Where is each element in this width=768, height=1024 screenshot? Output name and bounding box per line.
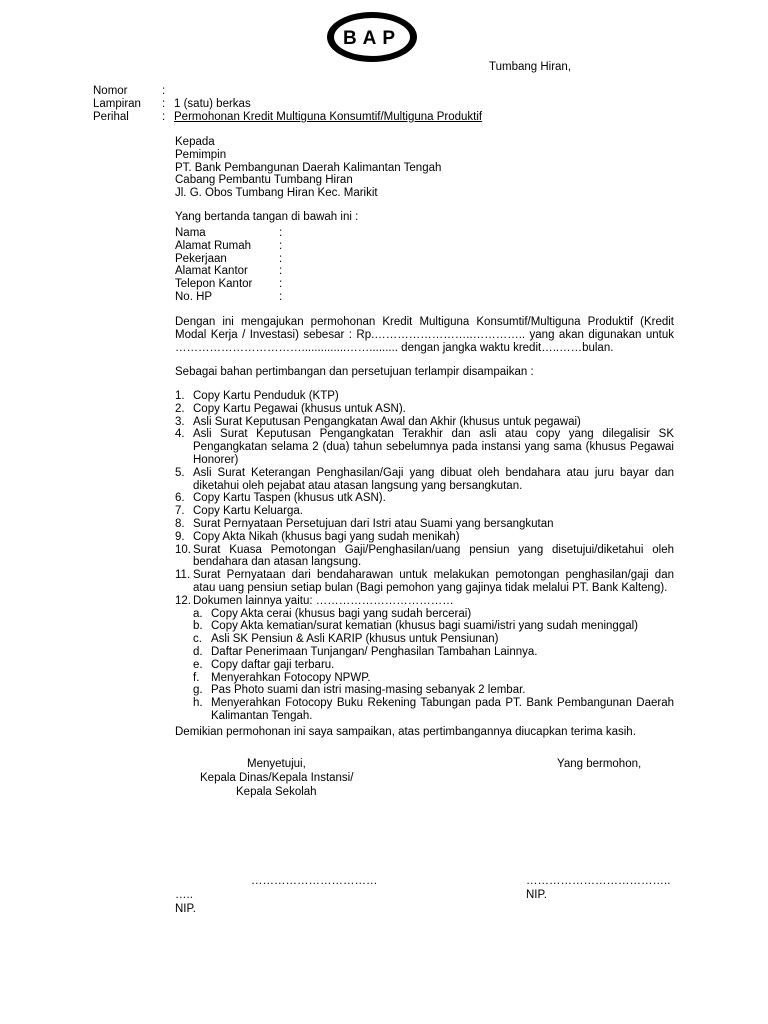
recipient-block: [175, 136, 674, 200]
logo-text: BAP: [342, 28, 402, 49]
approver-title: Menyetujui,: [247, 758, 306, 770]
field-colon: :: [279, 240, 283, 252]
field-colon: :: [279, 291, 283, 303]
closing-text: Demikian permohonan ini saya sampaikan, atas pertimbangannya diucapkan terima kasih.: [175, 726, 636, 738]
lampiran-value: 1 (satu) berkas: [174, 98, 251, 110]
bap-logo: [325, 10, 419, 64]
list-item: 12. Dokumen lainnya yaitu: ……………………………… a. Copy Akta cerai (khusus bagi yang sudah bercerai) b. Copy Akta kematian/surat kematian (khusus bagi suami/istri yang sudah meninggal) c. Asli SK Pensiun & Asli KARIP (khusus untuk Pensiunan) d. Daftar Penerimaan Tunjangan/ Penghasilan Tambahan Lainnya. e. Copy daftar gaji terbaru. f. Menyerahkan Fotocopy NPWP. g. Pas Photo suami dan istri masing-masing sebanyak 2 lembar. h. Menyerahkan Fotocopy Buku Rekening Tabungan pada PT. Bank Pembangunan Daerah Kalimantan Tengah.: [175, 594, 674, 722]
sub-list-item: h. Menyerahkan Fotocopy Buku Rekening Tabungan pada PT. Bank Pembangunan Daerah Kalimantan Tengah.: [193, 697, 674, 722]
list-item: 9. Copy Akta Nikah (khusus bagi yang sudah menikah): [175, 530, 460, 543]
list-item: 10. Surat Kuasa Pemotongan Gaji/Penghasilan/uang pensiun yang disetujui/diketahui oleh bendahara dan atasan langsung.: [175, 543, 674, 569]
sub-list-item: d. Daftar Penerimaan Tunjangan/ Penghasilan Tambahan Lainnya.: [193, 645, 538, 658]
field-colon: :: [279, 253, 283, 265]
sub-list-item: e. Copy daftar gaji terbaru.: [193, 658, 335, 671]
list-item: 4. Asli Surat Keputusan Pengangkatan Terakhir dan asli atau copy yang dilegalisir SK Pengangkatan selama 2 (dua) tahun sebelumnya pada instansi yang sama (khusus Pegawai Honorer): [175, 428, 674, 466]
list-item: 2. Copy Kartu Pegawai (khusus untuk ASN).: [175, 402, 406, 415]
list-item: 5. Asli Surat Keterangan Penghasilan/Gaji yang dibuat oleh bendahara atau juru bayar dan diketahui oleh pejabat atau atasan langsung yang bersangkutan.: [175, 466, 674, 492]
perihal-value: Permohonan Kredit Multiguna Konsumtif/Multiguna Produktif: [174, 111, 483, 123]
approver-role-1: Kepala Dinas/Kepala Instansi/: [200, 772, 354, 784]
list-item: 3. Asli Surat Keputusan Pengangkatan Awal dan Akhir (khusus untuk pegawai): [175, 415, 581, 428]
field-alamat-rumah-label: Alamat Rumah: [175, 240, 252, 252]
applicant-title: Yang bermohon,: [557, 758, 642, 770]
approver-signature-line-cont: …..: [175, 889, 193, 901]
recipient-line: Kepada: [175, 136, 215, 148]
list-item: 1. Copy Kartu Penduduk (KTP): [175, 390, 339, 402]
approver-role-2: Kepala Sekolah: [236, 786, 317, 798]
approver-signature-line: ……………………………: [251, 875, 378, 887]
lampiran-colon: :: [162, 98, 166, 110]
applicant-signature-line: ………………………………..: [526, 875, 671, 887]
field-telepon-kantor-label: Telepon Kantor: [175, 278, 253, 290]
recipient-line: PT. Bank Pembangunan Daerah Kalimantan Tengah: [175, 161, 442, 174]
sub-list-item: b. Copy Akta kematian/surat kematian (khusus bagi suami/istri yang sudah meninggal): [193, 620, 638, 633]
request-paragraph: Dengan ini mengajukan permohonan Kredit Multiguna Konsumtif/Multiguna Produktif (Kredit Modal Kerja / Investasi) sebesar : Rp.……………………..………….. yang akan digunakan untuk ……………………………..............……......... dengan jangka waktu kredit…..……bulan.: [175, 316, 674, 354]
field-colon: :: [279, 227, 283, 239]
attachments-intro: Sebagai bahan pertimbangan dan persetujuan terlampir disampaikan :: [175, 366, 534, 378]
nomor-label: Nomor: [93, 85, 128, 97]
approver-nip: NIP.: [175, 903, 196, 915]
lampiran-label: Lampiran: [93, 98, 141, 110]
nomor-colon: :: [162, 85, 166, 97]
list-item: 6. Copy Kartu Taspen (khusus utk ASN).: [175, 492, 386, 505]
place-date: Tumbang Hiran,: [489, 61, 572, 73]
field-nama-label: Nama: [175, 227, 206, 239]
sub-list-item: c. Asli SK Pensiun & Asli KARIP (khusus untuk Pensiunan): [193, 633, 499, 646]
sub-list-item: a. Copy Akta cerai (khusus bagi yang sudah bercerai): [193, 607, 472, 620]
sub-list-item: g. Pas Photo suami dan istri masing-masing sebanyak 2 lembar.: [193, 684, 526, 697]
applicant-nip: NIP.: [526, 889, 547, 901]
recipient-line: Jl. G. Obos Tumbang Hiran Kec. Marikit: [175, 187, 378, 200]
perihal-colon: :: [162, 111, 166, 123]
intro-text: Yang bertanda tangan di bawah ini :: [175, 211, 359, 223]
list-item: 11. Surat Pernyataan dari bendaharawan untuk melakukan pemotongan penghasilan/gaji dan atau uang pensiun setiap bulan (Bagi pemohon yang gajinya tidak melalui PT. Bank Kalteng).: [175, 569, 674, 594]
perihal-label: Perihal: [93, 111, 129, 123]
document-list: [175, 390, 674, 723]
other-documents-list: [193, 608, 674, 723]
recipient-line: Pemimpin: [175, 148, 227, 161]
sub-list-item: f. Menyerahkan Fotocopy NPWP.: [193, 671, 371, 684]
recipient-line: Cabang Pembantu Tumbang Hiran: [175, 174, 353, 187]
field-no-hp-label: No. HP: [175, 291, 213, 303]
list-item: 7. Copy Kartu Keluarga.: [175, 505, 303, 518]
field-alamat-kantor-label: Alamat Kantor: [175, 265, 248, 277]
field-colon: :: [279, 278, 283, 290]
field-colon: :: [279, 265, 283, 277]
field-pekerjaan-label: Pekerjaan: [175, 253, 227, 265]
list-item: 8. Surat Pernyataan Persetujuan dari Istri atau Suami yang bersangkutan: [175, 517, 554, 530]
